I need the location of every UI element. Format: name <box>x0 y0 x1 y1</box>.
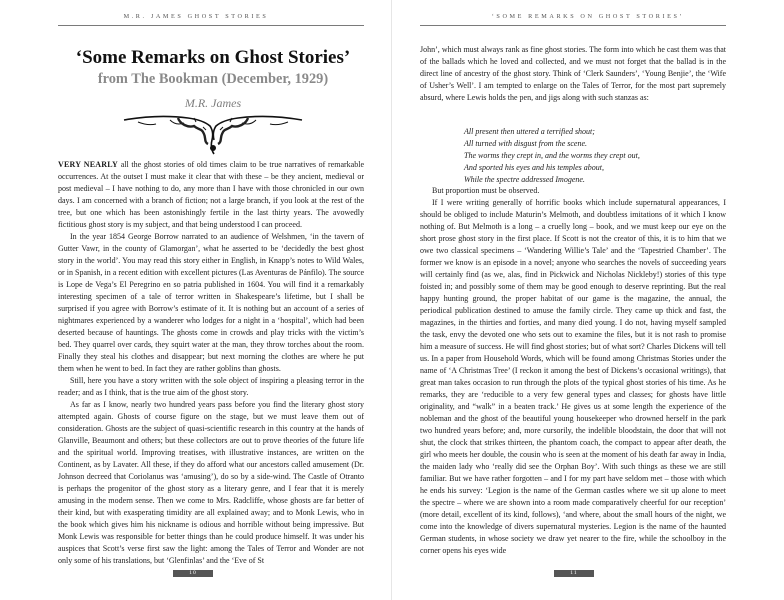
paragraph-opening <box>58 159 364 231</box>
paragraph-proportion: But proportion must be observed. <box>432 186 540 195</box>
essay-subtitle: from The Bookman (December, 1929) <box>97 71 329 87</box>
page-number: 11 <box>554 570 594 577</box>
verse-line: And sported his eyes and his temples about, <box>464 163 604 172</box>
paragraph-history: As far as I know, nearly two hundred years pass before you find the literary ghost story attempted again. Ghosts of course figure on the stage, but we must leave them out of consideration. Ghosts are the subject of quasi-scientific research in this country at the hands of Glanville, Beaumont and others; but these collectors are out to prove theories of the future life and the spiritual world. Improving treatises, with illustrative instances, are written on the Continent, as by Lavater. All these, if they do afford what our ancestors called amusement (Dr. Johnson decreed that Coriolanus was ‘amusing’), do so by a side-wind. The Castle of Otranto is perhaps the progenitor of the ghost story as a literary genre, and I fear that it is merely amusing in the modern sense. Then we come to Mrs. Radcliffe, whose ghosts are far better of their kind, but with exasperating timidity are all explained away; and to Monk Lewis, who in the book which gives him his nickname is odious and horrible without being impressive. But Monk Lewis was responsible for better things than he could produce himself. It was under his auspices that Scott’s verse first saw the light: among the Tales of Terror and Wonder are not only some of his translations, but ‘Glenfinlas’ and the ‘Eve of St <box>58 400 364 565</box>
paragraph-borrow: In the year 1854 George Borrow narrated to an audience of Welshmen, ‘in the tavern of Gutter Vawr, in the county of Glamorgan’, what he asserted to be ‘decidedly the best ghost story in the world’. You may read this story either in English, in Knapp’s notes to Wild Wales, or in Spanish, in a recent edition with excellent pictures (Las Aventuras de Pánfilo). The source is Lope de Vega’s El Peregrino en so patria published in 1604. You will find it a remarkably interesting specimen of a tale of terror written in Shakespeare’s lifetime, but I shall be surprised if you agree with Borrow’s estimate of it. It is nothing but an account of a series of nightmares experienced by a wanderer who lodges for a night in a ‘hospital’, which had been deserted because of hauntings. The ghosts come in crowds and play tricks with the victim’s bed. They quarrel over cards, they squirt water at the man, they throw torches about the room. Finally they steal his clothes and disappear; but next morning the clothes are where he put them when he went to bed. In fact they are rather goblins than ghosts. <box>58 232 364 373</box>
paragraph-continued: John’, which must always rank as fine ghost stories. The form into which he cast them was that of the ballads which he loved and collected, and we must not forget that the ballad is in the direct line of ancestry of the ghost story. Think of ‘Clerk Saunders’, ‘Young Benjie’, the ‘Wife of Usher’s Well’. I am tempted to enlarge on the Tales of Terror, for the most part supremely absurd, where Lewis holds the pen, and jigs along with such stanzas as: <box>420 45 726 102</box>
header-rule <box>58 25 364 26</box>
paragraph-opening-rest: all the ghost stories of old times claim to be true narratives of remarkable occurrences. At the outset I must make it clear that with these – be they ancient, medieval or post medieval – I have nothing to do, any more than I have with those chronicled in our own days. I am concerned with a branch of fiction; not a large branch, if you look at the rest of the tree, but one which has been astonishingly fertile in the last thirty years. The avowedly fictitious ghost story is my subject, and that being understood I can proceed. <box>58 160 364 229</box>
running-head: M.R. JAMES GHOST STORIES <box>123 13 269 20</box>
verse-line: While the spectre addressed Imogene. <box>464 175 585 184</box>
right-body-text-bottom <box>420 185 726 557</box>
paragraph-writing: If I were writing generally of horrific books which include supernatural appearances, I should be obliged to include Maturin’s Melmoth, and doubtless imitations of it which I know nothing of. But Melmoth is a long – a cruelly long – book, and we must keep our eye on the short prose ghost story in the first place. If Scott is not the creator of this, it is to him that we owe two classical specimens – ‘Wandering Willie’s Tale’ and the ‘Tapestried Chamber’. The former we know is an episode in a novel; anyone who searches the novels of succeeding years will certainly find (as we, alas, find in Pickwick and Nicholas Nickleby!) stories of this type foisted in; and possibly some of them may be good enough to deserve reprinting. But the real happy hunting ground, the proper habitat of our game is the magazine, the annual, the periodical publication destined to amuse the family circle. They came up thick and fast, the magazines, in the thirties and forties, and many died young. I do not, having myself sampled the task, envy the devoted one who sets out to examine the files, but it is not rash to promise him a measure of success. He will find ghost stories; but of what sort? Charles Dickens will tell us. In a paper from Household Words, which will be found among Christmas Stories under the name of ‘A Christmas Tree’ (I reckon it among the best of Dickens’s occasional writings), that great man takes occasion to run through the plots of the typical ghost stories of his time. As he remarks, they are ‘reducible to a very few general types and classes; for ghosts have little originality, and “walk” in a beaten track.’ He gives us at some length the experience of the nobleman and the ghost of the beautiful young housekeeper who drowned herself in the park two hundred years before; and, more cursorily, the indelible bloodstain, the door that will not shut, the clock that strikes thirteen, the phantom coach, the compact to appear after death, the girl who meets her double, the cousin who is seen at the moment of his death far away in India, the maiden lady who ‘really did see the Orphan Boy’. With such things as these we are still familiar. But we have rather forgotten – and I for my part have seldom met – those with which he ends his survey: ‘Legion is the name of the German castles where we sit up alone to meet the spectre – where we are shown into a room made comparatively cheerful for our reception’ (more detail, excellent of its kind, follows), ‘and where, about the small hours of the night, we come into the knowledge of divers supernatural mysteries. Legion is the name of the haunted German students, in whose society we draw yet nearer to the fire, while the schoolboy in the corner opens his eyes wide <box>420 198 726 555</box>
running-head: ‘SOME REMARKS ON GHOST STORIES’ <box>491 13 685 20</box>
page-number: 10 <box>173 570 213 577</box>
right-body-text-top <box>420 44 726 104</box>
verse-line: All turned with disgust from the scene. <box>464 139 588 148</box>
left-body-text <box>58 159 364 567</box>
header-rule <box>420 25 726 26</box>
verse-quote <box>464 126 640 186</box>
essay-title: ‘Some Remarks on Ghost Stories’ <box>75 47 351 68</box>
essay-author: M.R. James <box>184 96 242 110</box>
lead-words: VERY NEARLY <box>58 160 119 169</box>
paragraph-still: Still, here you have a story written with the sole object of inspiring a pleasing terror in the reader; and as I think, that is the true aim of the ghost story. <box>58 376 364 397</box>
decorative-ink-flourish-icon <box>118 112 308 158</box>
verse-line: The worms they crept in, and the worms they crept out, <box>464 151 640 160</box>
right-page <box>392 0 784 600</box>
verse-line: All present then uttered a terrified shout; <box>464 127 595 136</box>
